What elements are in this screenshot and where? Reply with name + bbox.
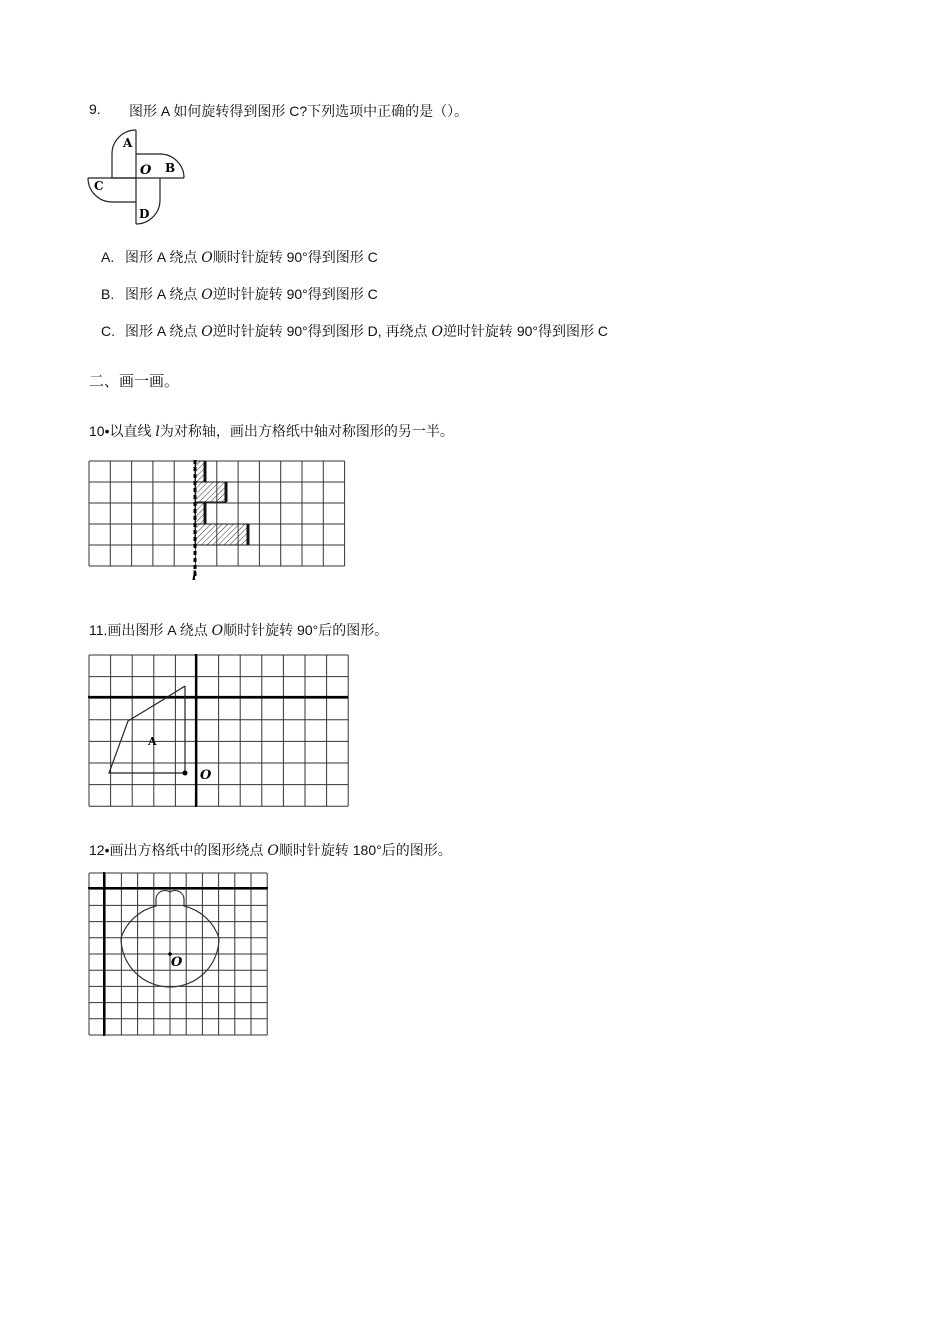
q12-question-text: 12•画出方格纸中的图形绕点 O顺时针旋转 180°后的图形。 (89, 842, 452, 859)
option-letter: C. (101, 323, 115, 339)
q9-option-b[interactable]: B. 图形 A 绕点 O逆时针旋转 90°得到图形 C (101, 286, 378, 303)
q9-label-A: A (123, 136, 133, 150)
q9-option-a[interactable]: A. 图形 A 绕点 O顺时针旋转 90°得到图形 C (101, 249, 378, 266)
option-letter: B. (101, 286, 115, 302)
q10-question-text: 10•以直线 l为对称轴，画出方格纸中轴对称图形的另一半。 (89, 423, 454, 440)
q11-question-text: 11.画出图形 A 绕点 O顺时针旋转 90°后的图形。 (89, 622, 389, 639)
q12-grid-figure (88, 872, 270, 1038)
q9-pinwheel-figure (88, 130, 188, 225)
q10-axis-label: l (192, 569, 197, 583)
option-letter: A. (101, 249, 115, 265)
section-title: 二、画一画。 (89, 373, 180, 390)
q12-point-label: O (171, 955, 183, 970)
q9-question-text: 图形 A 如何旋转得到图形 C?下列选项中正确的是（）。 (129, 103, 469, 119)
q9-label-C: C (94, 179, 104, 193)
q11-point-label: O (200, 768, 212, 783)
q9-label-B: B (165, 161, 176, 175)
q9-label-O: O (140, 163, 152, 178)
q9-label-D: D (139, 207, 150, 221)
q10-grid-figure (88, 460, 348, 584)
q11-shape-label: A (148, 735, 157, 748)
q11-grid-figure (88, 654, 350, 809)
q9-number: 9. (89, 101, 101, 117)
q9-option-c[interactable]: C. 图形 A 绕点 O逆时针旋转 90°得到图形 D, 再绕点 O逆时针旋转 90°得到图形 C (101, 323, 608, 340)
